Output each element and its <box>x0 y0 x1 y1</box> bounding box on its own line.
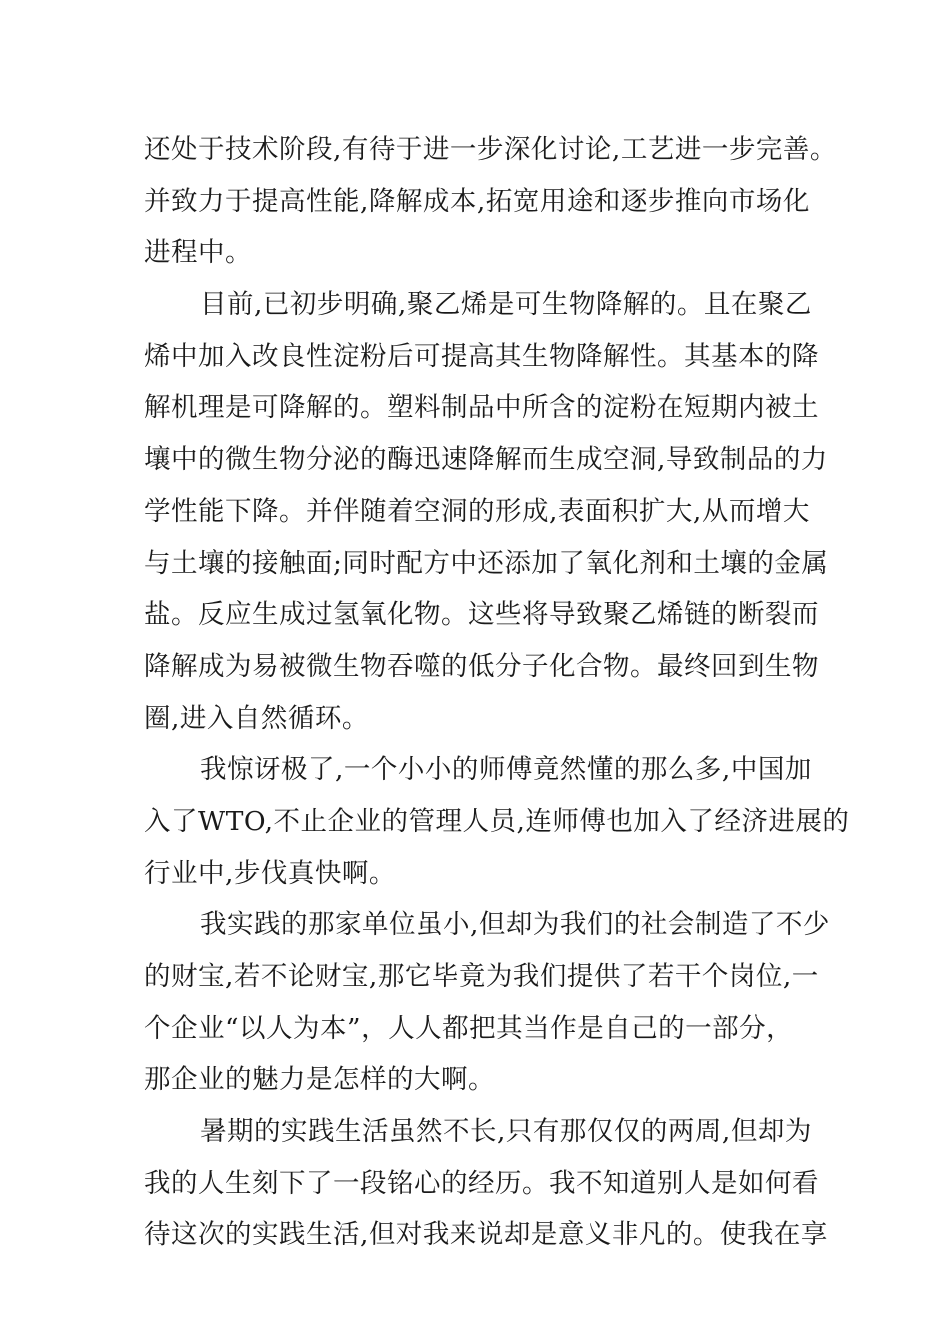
paragraph-3 <box>144 744 850 899</box>
text-line: 并致力于提高性能,降解成本,拓宽用途和逐步推向市场化 <box>144 185 810 217</box>
text-line: 解机理是可降解的。塑料制品中所含的淀粉在短期内被土 <box>144 392 819 424</box>
text-line: 待这次的实践生活,但对我来说却是意义非凡的。使我在享 <box>144 1219 828 1251</box>
paragraph-2 <box>144 279 844 744</box>
paragraph-1 <box>144 124 844 279</box>
text-line: 个企业“以人为本”，人人都把其当作是自己的一部分， <box>144 1012 794 1044</box>
text-line: 的财宝,若不论财宝,那它毕竟为我们提供了若干个岗位,一 <box>144 961 819 992</box>
text-line: 烯中加入改良性淀粉后可提高其生物降解性。其基本的降 <box>144 340 819 372</box>
text-line: 行业中,步伐真快啊。 <box>144 857 396 889</box>
text-line: 入了WTO,不止企业的管理人员,连师傅也加入了经济进展的 <box>144 805 850 837</box>
text-line: 圈,进入自然循环。 <box>144 702 369 734</box>
text-line: 我的人生刻下了一段铭心的经历。我不知道别人是如何看 <box>144 1167 819 1199</box>
text-line: 壤中的微生物分泌的酶迅速降解而生成空洞,导致制品的力 <box>144 444 828 476</box>
text-line: 目前,已初步明确,聚乙烯是可生物降解的。且在聚乙 <box>200 289 812 321</box>
text-line: 进程中。 <box>144 237 252 269</box>
text-line: 学性能下降。并伴随着空洞的形成,表面积扩大,从而增大 <box>144 495 810 527</box>
text-line: 与土壤的接触面;同时配方中还添加了氧化剂和土壤的金属 <box>144 547 829 579</box>
document-body <box>144 124 850 1261</box>
text-line: 那企业的魅力是怎样的大啊。 <box>144 1064 495 1096</box>
text-line: 降解成为易被微生物吞噬的低分子化合物。最终回到生物 <box>144 650 819 682</box>
text-line: 盐。反应生成过氢氧化物。这些将导致聚乙烯链的断裂而 <box>144 599 819 631</box>
text-line: 我实践的那家单位虽小,但却为我们的社会制造了不少 <box>200 909 830 941</box>
paragraph-4 <box>144 899 844 1106</box>
paragraph-5 <box>144 1106 844 1261</box>
text-line: 还处于技术阶段,有待于进一步深化讨论,工艺进一步完善。 <box>144 134 837 165</box>
text-line: 暑期的实践生活虽然不长,只有那仅仅的两周,但却为 <box>200 1116 812 1148</box>
text-line: 我惊讶极了,一个小小的师傅竟然懂的那么多,中国加 <box>200 754 812 786</box>
